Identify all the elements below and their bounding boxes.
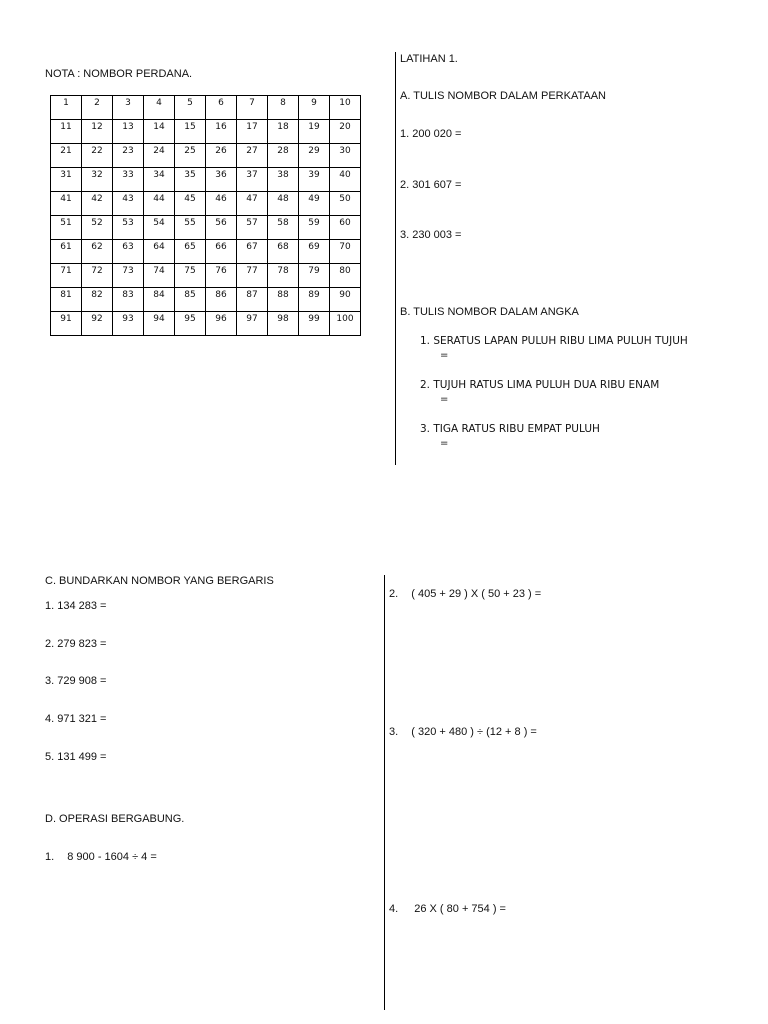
grid-row <box>51 240 361 264</box>
grid-cell: 84 <box>144 288 175 312</box>
grid-row <box>51 144 361 168</box>
section-c-heading: C. BUNDARKAN NOMBOR YANG BERGARIS <box>45 575 274 587</box>
grid-cell: 97 <box>237 312 268 336</box>
grid-cell: 57 <box>237 216 268 240</box>
grid-cell: 32 <box>82 168 113 192</box>
grid-cell: 71 <box>51 264 82 288</box>
grid-cell: 50 <box>330 192 361 216</box>
item-text: TUJUH RATUS LIMA PULUH DUA RIBU ENAM <box>433 379 660 391</box>
grid-cell: 69 <box>299 240 330 264</box>
section-a-item-3: 3. 230 003 = <box>400 229 462 241</box>
grid-cell: 75 <box>175 264 206 288</box>
grid-row <box>51 288 361 312</box>
grid-cell: 56 <box>206 216 237 240</box>
grid-cell: 27 <box>237 144 268 168</box>
section-a-item-1: 1. 200 020 = <box>400 128 462 140</box>
grid-cell: 79 <box>299 264 330 288</box>
grid-cell: 80 <box>330 264 361 288</box>
grid-cell: 44 <box>144 192 175 216</box>
grid-cell: 31 <box>51 168 82 192</box>
grid-cell: 58 <box>268 216 299 240</box>
bottom-divider <box>384 575 385 1010</box>
section-c-item-5: 5. 131 499 = <box>45 751 107 763</box>
grid-cell: 54 <box>144 216 175 240</box>
section-c-item-3: 3. 729 908 = <box>45 675 107 687</box>
item-expression: 8 900 - 1604 ÷ 4 = <box>67 851 157 863</box>
grid-cell: 38 <box>268 168 299 192</box>
section-b-item-2-equals: = <box>440 394 449 405</box>
section-a-item-2: 2. 301 607 = <box>400 179 462 191</box>
item-number: 2. <box>389 588 399 600</box>
grid-cell: 100 <box>330 312 361 336</box>
grid-cell: 1 <box>51 96 82 120</box>
grid-cell: 3 <box>113 96 144 120</box>
grid-cell: 25 <box>175 144 206 168</box>
grid-cell: 6 <box>206 96 237 120</box>
note-title: NOTA : NOMBOR PERDANA. <box>45 68 193 80</box>
grid-row <box>51 192 361 216</box>
grid-cell: 26 <box>206 144 237 168</box>
grid-cell: 30 <box>330 144 361 168</box>
grid-cell: 16 <box>206 120 237 144</box>
grid-cell: 66 <box>206 240 237 264</box>
grid-cell: 73 <box>113 264 144 288</box>
item-number: 1. <box>45 851 55 863</box>
grid-cell: 17 <box>237 120 268 144</box>
grid-cell: 90 <box>330 288 361 312</box>
grid-cell: 87 <box>237 288 268 312</box>
grid-row <box>51 216 361 240</box>
grid-cell: 2 <box>82 96 113 120</box>
grid-cell: 49 <box>299 192 330 216</box>
grid-cell: 8 <box>268 96 299 120</box>
grid-cell: 67 <box>237 240 268 264</box>
item-text: SERATUS LAPAN PULUH RIBU LIMA PULUH TUJUH <box>433 335 688 347</box>
grid-cell: 95 <box>175 312 206 336</box>
grid-cell: 7 <box>237 96 268 120</box>
grid-cell: 68 <box>268 240 299 264</box>
section-d-item-3 <box>389 726 537 738</box>
grid-cell: 43 <box>113 192 144 216</box>
grid-cell: 48 <box>268 192 299 216</box>
grid-row <box>51 168 361 192</box>
grid-cell: 40 <box>330 168 361 192</box>
grid-cell: 98 <box>268 312 299 336</box>
grid-cell: 47 <box>237 192 268 216</box>
grid-cell: 91 <box>51 312 82 336</box>
section-b-item-1 <box>420 335 688 347</box>
grid-row <box>51 264 361 288</box>
grid-cell: 28 <box>268 144 299 168</box>
item-number: 2. <box>420 379 431 391</box>
grid-cell: 74 <box>144 264 175 288</box>
grid-cell: 88 <box>268 288 299 312</box>
section-b-item-3 <box>420 423 600 435</box>
item-number: 3. <box>420 423 431 435</box>
section-c-item-2: 2. 279 823 = <box>45 638 107 650</box>
item-expression: ( 405 + 29 ) X ( 50 + 23 ) = <box>411 588 542 600</box>
grid-cell: 83 <box>113 288 144 312</box>
grid-cell: 59 <box>299 216 330 240</box>
prime-number-grid <box>50 95 361 336</box>
exercise-title: LATIHAN 1. <box>400 53 458 65</box>
section-b-item-1-equals: = <box>440 350 449 361</box>
grid-cell: 39 <box>299 168 330 192</box>
item-number: 1. <box>420 335 431 347</box>
grid-cell: 72 <box>82 264 113 288</box>
grid-cell: 34 <box>144 168 175 192</box>
grid-cell: 20 <box>330 120 361 144</box>
grid-row <box>51 120 361 144</box>
item-text: TIGA RATUS RIBU EMPAT PULUH <box>433 423 600 435</box>
grid-cell: 64 <box>144 240 175 264</box>
grid-cell: 77 <box>237 264 268 288</box>
section-d-item-2 <box>389 588 541 600</box>
item-number: 4. <box>389 903 399 915</box>
section-b-heading: B. TULIS NOMBOR DALAM ANGKA <box>400 306 579 318</box>
grid-cell: 82 <box>82 288 113 312</box>
grid-cell: 29 <box>299 144 330 168</box>
grid-row <box>51 96 361 120</box>
grid-cell: 61 <box>51 240 82 264</box>
grid-cell: 4 <box>144 96 175 120</box>
grid-cell: 85 <box>175 288 206 312</box>
grid-cell: 45 <box>175 192 206 216</box>
grid-cell: 19 <box>299 120 330 144</box>
section-c-item-1: 1. 134 283 = <box>45 600 107 612</box>
grid-cell: 94 <box>144 312 175 336</box>
grid-cell: 86 <box>206 288 237 312</box>
grid-cell: 12 <box>82 120 113 144</box>
grid-cell: 14 <box>144 120 175 144</box>
grid-cell: 51 <box>51 216 82 240</box>
grid-cell: 78 <box>268 264 299 288</box>
grid-cell: 96 <box>206 312 237 336</box>
grid-cell: 13 <box>113 120 144 144</box>
grid-cell: 11 <box>51 120 82 144</box>
grid-cell: 22 <box>82 144 113 168</box>
grid-cell: 65 <box>175 240 206 264</box>
grid-cell: 41 <box>51 192 82 216</box>
grid-cell: 76 <box>206 264 237 288</box>
item-expression: ( 320 + 480 ) ÷ (12 + 8 ) = <box>411 726 537 738</box>
item-number: 3. <box>389 726 399 738</box>
grid-cell: 89 <box>299 288 330 312</box>
grid-cell: 53 <box>113 216 144 240</box>
grid-cell: 42 <box>82 192 113 216</box>
grid-cell: 21 <box>51 144 82 168</box>
top-divider <box>395 52 396 465</box>
grid-cell: 99 <box>299 312 330 336</box>
grid-cell: 37 <box>237 168 268 192</box>
grid-cell: 5 <box>175 96 206 120</box>
grid-cell: 70 <box>330 240 361 264</box>
section-b-item-2 <box>420 379 659 391</box>
grid-cell: 93 <box>113 312 144 336</box>
grid-cell: 92 <box>82 312 113 336</box>
grid-cell: 9 <box>299 96 330 120</box>
grid-row <box>51 312 361 336</box>
grid-cell: 81 <box>51 288 82 312</box>
grid-cell: 18 <box>268 120 299 144</box>
grid-cell: 15 <box>175 120 206 144</box>
grid-cell: 35 <box>175 168 206 192</box>
grid-cell: 55 <box>175 216 206 240</box>
grid-cell: 62 <box>82 240 113 264</box>
section-c-item-4: 4. 971 321 = <box>45 713 107 725</box>
section-b-item-3-equals: = <box>440 438 449 449</box>
section-d-item-4 <box>389 903 506 915</box>
grid-cell: 60 <box>330 216 361 240</box>
grid-cell: 36 <box>206 168 237 192</box>
section-d-heading: D. OPERASI BERGABUNG. <box>45 813 185 825</box>
grid-cell: 46 <box>206 192 237 216</box>
grid-cell: 63 <box>113 240 144 264</box>
section-d-item-1 <box>45 851 157 863</box>
section-a-heading: A. TULIS NOMBOR DALAM PERKATAAN <box>400 90 606 102</box>
grid-cell: 10 <box>330 96 361 120</box>
grid-cell: 33 <box>113 168 144 192</box>
item-expression: 26 X ( 80 + 754 ) = <box>414 903 506 915</box>
grid-cell: 23 <box>113 144 144 168</box>
grid-cell: 52 <box>82 216 113 240</box>
grid-cell: 24 <box>144 144 175 168</box>
